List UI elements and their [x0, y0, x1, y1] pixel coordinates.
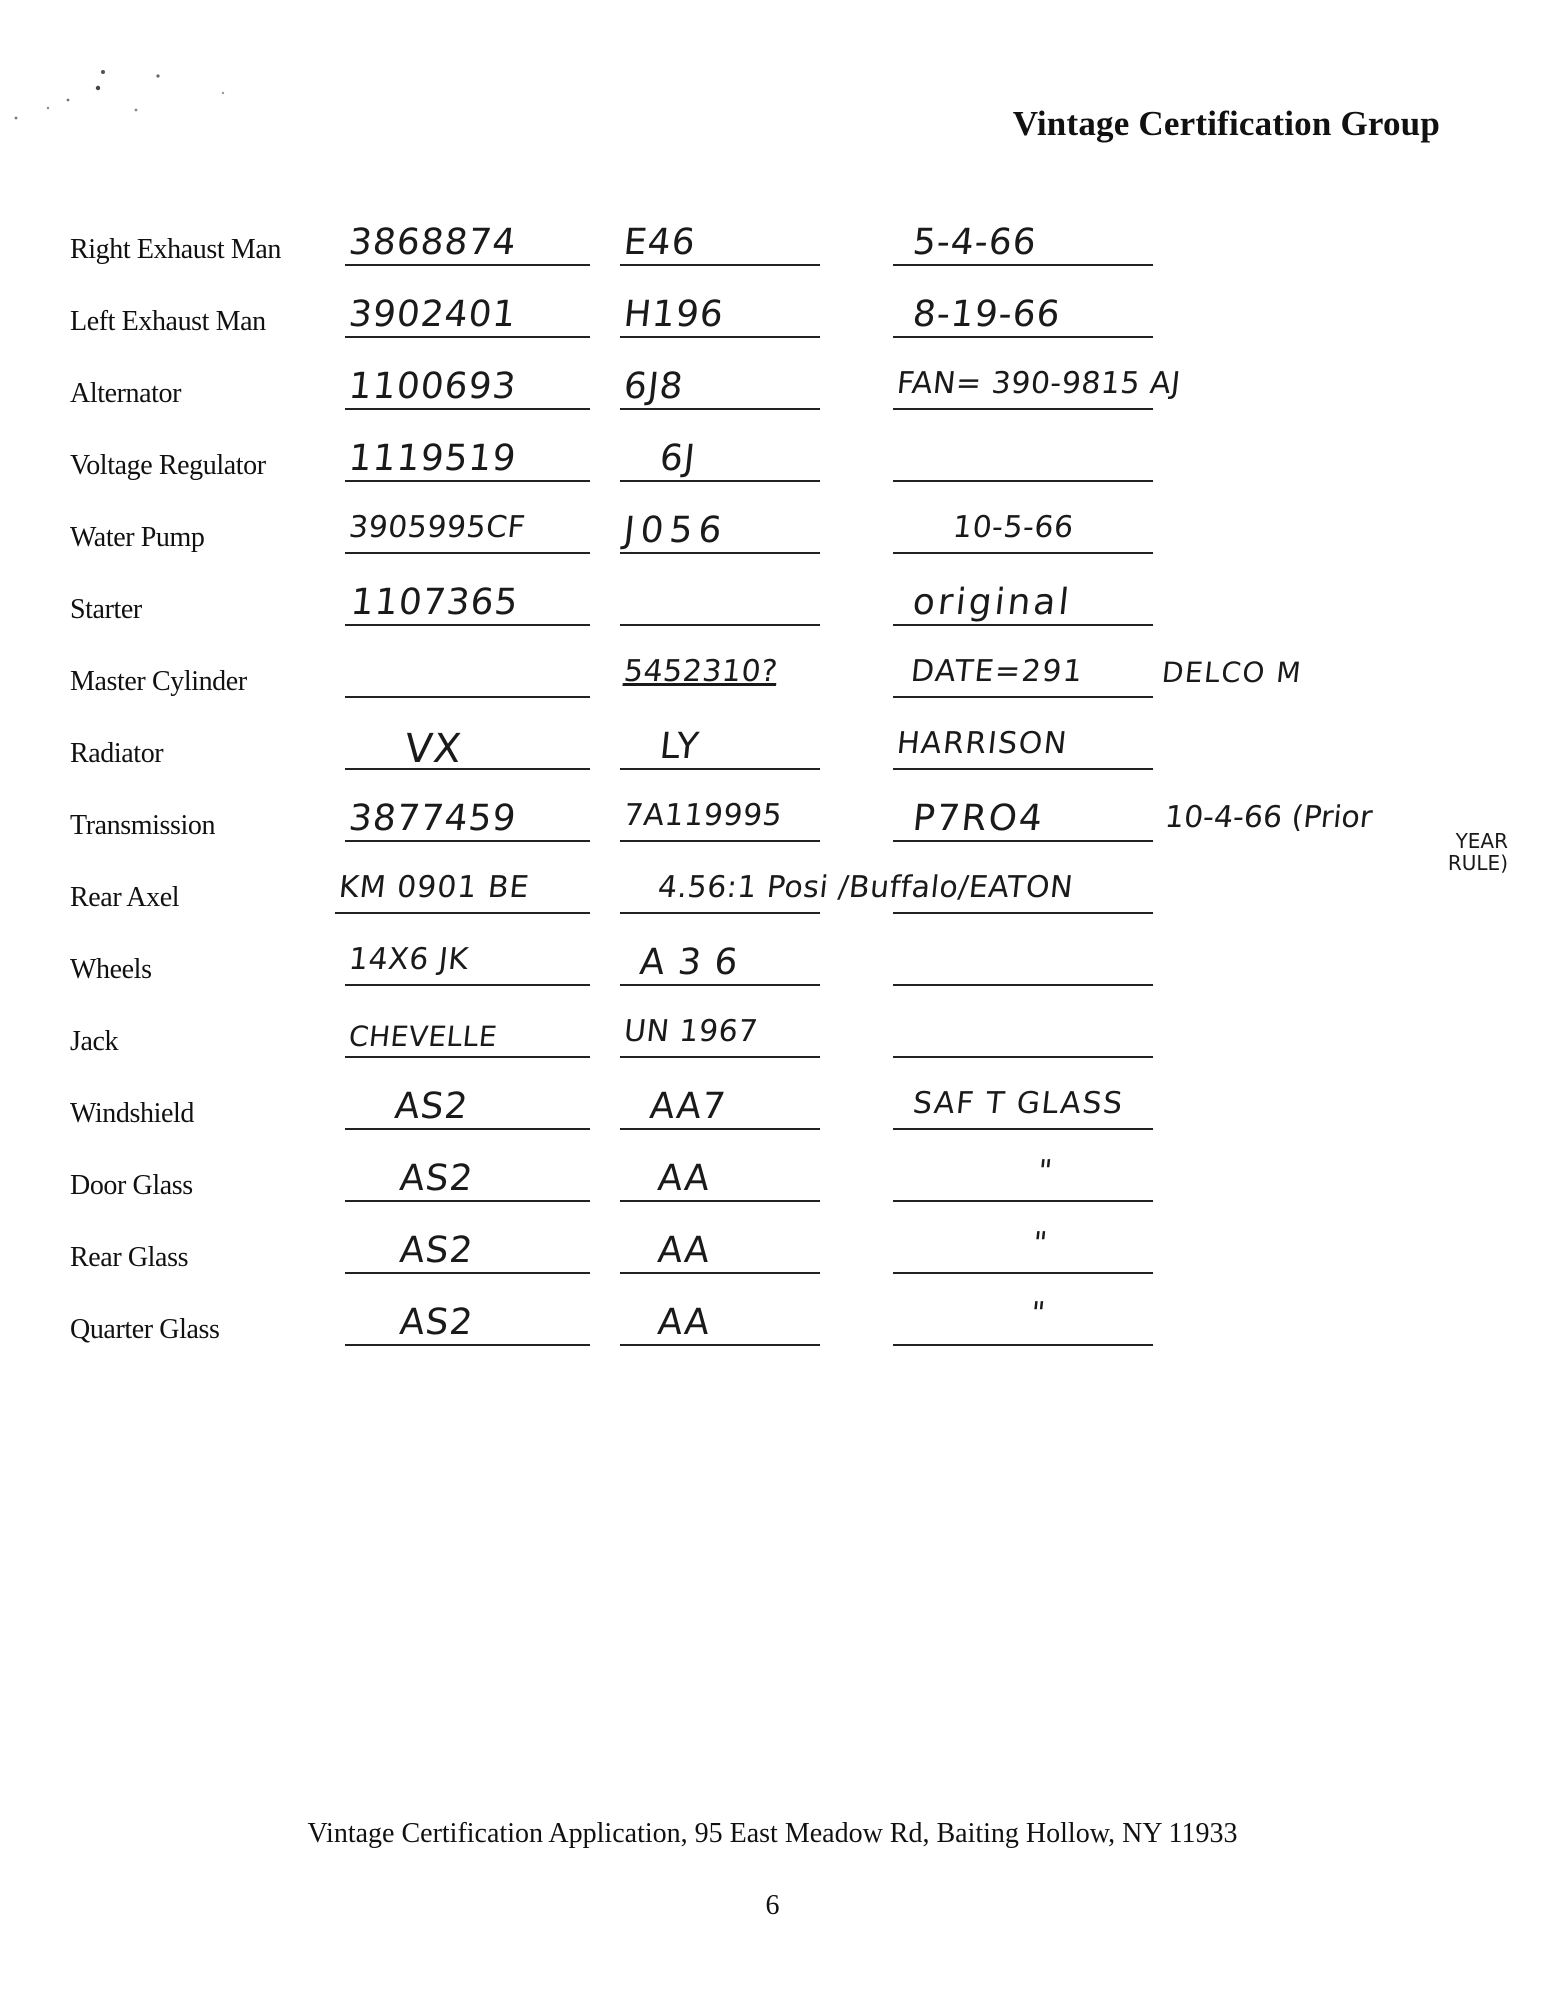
code-field — [620, 1300, 820, 1346]
handwritten-value: 5-4-66 — [910, 222, 1039, 263]
footer-address: Vintage Certification Application, 95 East Meadow Rd, Baiting Hollow, NY 11933 — [307, 1818, 1238, 1849]
table-row — [0, 1156, 1545, 1216]
part-number-field — [345, 292, 590, 338]
table-row — [0, 364, 1545, 424]
handwritten-value: A 3 6 — [637, 942, 741, 983]
handwritten-value: AS2 — [397, 1230, 476, 1271]
handwritten-value: original — [910, 582, 1074, 623]
part-number-field — [335, 868, 590, 914]
scan-specks — [8, 58, 238, 138]
handwritten-value: 3905995CF — [347, 510, 528, 545]
table-row — [0, 1228, 1545, 1288]
row-label: Wheels — [70, 954, 152, 985]
code-field — [620, 220, 820, 266]
handwritten-value: AA — [655, 1230, 713, 1271]
part-number-field — [345, 1084, 590, 1130]
handwritten-value: 5452310? — [622, 654, 780, 689]
date-field — [893, 724, 1153, 770]
code-field — [620, 364, 820, 410]
date-field — [893, 1156, 1153, 1202]
table-row — [0, 1296, 1545, 1360]
handwritten-value: 10-5-66 — [951, 510, 1076, 545]
code-field — [620, 1228, 820, 1274]
handwritten-value: DATE=291 — [909, 654, 1086, 689]
code-field — [620, 1156, 820, 1202]
date-field — [893, 364, 1183, 410]
date-field — [893, 292, 1153, 338]
date-field — [893, 652, 1153, 698]
handwritten-value: 7A119995 — [622, 798, 784, 833]
date-field — [893, 1228, 1153, 1274]
table-row — [0, 868, 1545, 928]
handwritten-value: P7RO4 — [910, 798, 1047, 839]
part-number-field — [345, 1228, 590, 1274]
handwritten-value: AA — [655, 1302, 713, 1343]
row-label: Left Exhaust Man — [70, 306, 266, 337]
row-label: Water Pump — [70, 522, 205, 553]
part-number-field — [345, 364, 590, 410]
table-row — [0, 652, 1545, 712]
page-header-title: Vintage Certification Group — [1012, 104, 1440, 143]
code-field — [620, 1084, 820, 1130]
table-row — [0, 292, 1545, 352]
handwritten-value: UN 1967 — [622, 1014, 760, 1049]
handwritten-value: 1100693 — [346, 366, 519, 407]
handwritten-value: KM 0901 BE — [337, 870, 532, 905]
row-label: Quarter Glass — [70, 1314, 220, 1345]
handwritten-value: VX — [402, 726, 465, 772]
date-field — [893, 580, 1153, 626]
part-number-field — [345, 1156, 590, 1202]
date-field — [893, 1296, 1153, 1346]
code-field — [620, 508, 820, 554]
table-row — [0, 1012, 1545, 1072]
handwritten-value: 3902401 — [346, 294, 519, 335]
row-label: Jack — [70, 1026, 119, 1057]
part-number-field — [345, 580, 590, 626]
part-number-field — [345, 652, 590, 698]
code-field — [620, 940, 820, 986]
code-field — [620, 580, 820, 626]
handwritten-extra: DELCO M — [1160, 656, 1304, 689]
handwritten-value: FAN= 390-9815 AJ — [895, 366, 1183, 401]
handwritten-value: SAF T GLASS — [911, 1086, 1126, 1121]
page-number: 6 — [765, 1890, 780, 1921]
date-field — [893, 508, 1153, 554]
handwritten-value: H196 — [621, 294, 726, 335]
code-field — [620, 292, 820, 338]
row-label: Right Exhaust Man — [70, 234, 281, 265]
handwritten-value: 8-19-66 — [910, 294, 1063, 335]
table-row — [0, 796, 1545, 875]
table-row — [0, 220, 1545, 280]
handwritten-value: AA7 — [647, 1086, 729, 1127]
row-label: Windshield — [70, 1098, 194, 1129]
row-label: Rear Axel — [70, 882, 180, 913]
table-row — [0, 1084, 1545, 1144]
date-field — [893, 868, 1153, 914]
code-field — [620, 436, 820, 482]
code-field — [620, 652, 820, 696]
part-number-field — [345, 436, 590, 482]
handwritten-value: AS2 — [392, 1086, 471, 1127]
part-number-field — [345, 220, 590, 266]
part-number-field — [345, 508, 590, 554]
handwritten-value: 6J8 — [621, 366, 686, 407]
row-label: Radiator — [70, 738, 164, 769]
code-field — [620, 724, 820, 770]
date-field — [893, 1084, 1153, 1130]
handwritten-value: LY — [657, 726, 702, 767]
handwritten-value: J056 — [621, 510, 730, 551]
row-label: Door Glass — [70, 1170, 193, 1201]
handwritten-value: 1119519 — [346, 438, 519, 479]
part-number-field — [345, 1300, 590, 1346]
handwritten-value: E46 — [621, 222, 698, 263]
date-field — [893, 436, 1153, 482]
row-label: Starter — [70, 594, 142, 625]
code-field — [620, 796, 820, 842]
date-field — [893, 940, 1153, 986]
handwritten-value: " — [1029, 1296, 1048, 1331]
table-row — [0, 940, 1545, 1000]
part-number-field — [345, 796, 590, 842]
handwritten-value: " — [1036, 1154, 1055, 1189]
handwritten-value: 3868874 — [346, 222, 519, 263]
handwritten-value: AA — [655, 1158, 713, 1199]
table-row — [0, 580, 1545, 640]
row-label: Rear Glass — [70, 1242, 189, 1273]
date-field — [893, 1012, 1153, 1058]
handwritten-value: 3877459 — [346, 798, 519, 839]
handwritten-value: 6J — [657, 438, 698, 479]
date-field — [893, 220, 1153, 266]
handwritten-value: 1107365 — [348, 582, 521, 623]
handwritten-extra: 10-4-66 (Prior — [1163, 800, 1375, 835]
handwritten-value: 4.56:1 Posi /Buffalo/EATON — [656, 870, 1075, 905]
handwritten-value: AS2 — [397, 1158, 476, 1199]
part-number-field — [345, 1012, 590, 1058]
handwritten-value: AS2 — [397, 1302, 476, 1343]
date-field — [893, 796, 1153, 842]
row-label: Alternator — [70, 378, 182, 409]
handwritten-value: CHEVELLE — [347, 1020, 499, 1053]
code-field — [620, 868, 1075, 914]
handwritten-note: YEAR RULE) — [1447, 829, 1508, 875]
handwritten-value: " — [1031, 1226, 1050, 1261]
table-row — [0, 724, 1545, 784]
table-row — [0, 436, 1545, 496]
code-field — [620, 1012, 820, 1058]
handwritten-value: 14X6 JK — [347, 942, 471, 977]
handwritten-value: HARRISON — [895, 726, 1070, 761]
part-number-field — [345, 940, 590, 986]
row-label: Voltage Regulator — [70, 450, 266, 481]
table-row — [0, 508, 1545, 568]
row-label: Master Cylinder — [70, 666, 247, 697]
part-number-field — [345, 724, 590, 770]
row-label: Transmission — [70, 810, 216, 841]
